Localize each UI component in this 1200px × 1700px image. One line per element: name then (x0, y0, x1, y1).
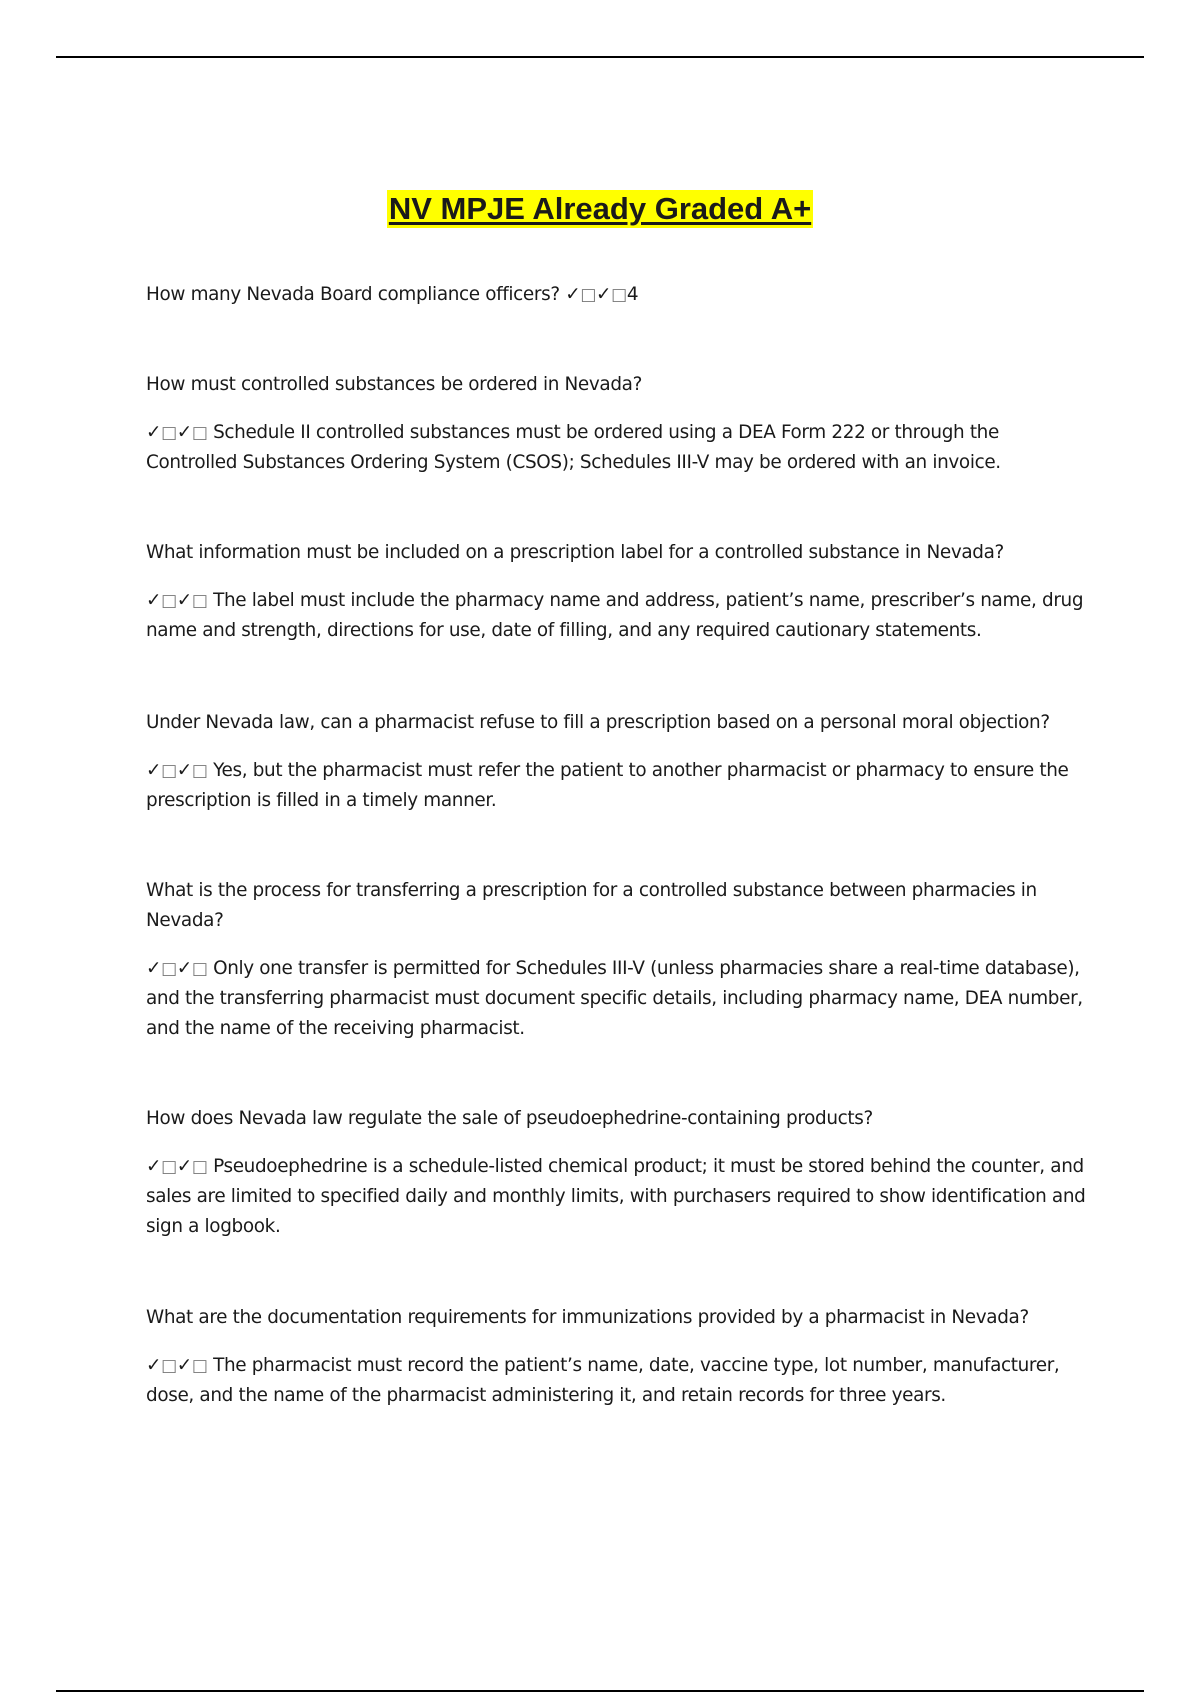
qa-item-3 (146, 538, 1086, 646)
qa-item-6 (146, 1104, 1086, 1242)
top-rule (56, 56, 1144, 58)
check-mark-icon: ✓□✓□ (146, 958, 208, 979)
check-mark-icon: ✓□✓□ (146, 1355, 208, 1376)
question-4: Under Nevada law, can a pharmacist refuse to fill a prescription based on a personal moral objection? (146, 712, 1050, 733)
qa-item-7 (146, 1303, 1086, 1411)
question-2: How must controlled substances be ordered in Nevada? (146, 374, 642, 395)
question-1-text: How many Nevada Board compliance officers? (146, 284, 560, 305)
qa-item-2 (146, 370, 1086, 478)
answer-5 (146, 954, 1086, 1044)
check-mark-icon: ✓□✓□ (146, 760, 208, 781)
question-6: How does Nevada law regulate the sale of pseudoephedrine-containing products? (146, 1108, 873, 1129)
question-1 (146, 280, 1086, 310)
bottom-rule (56, 1690, 1144, 1692)
answer-3 (146, 586, 1086, 646)
answer-6-text: Pseudoephedrine is a schedule-listed chemical product; it must be stored behind the counter, and sales are limited to specified daily and monthly limits, with purchasers required to show identification and sign a logbook. (146, 1156, 1086, 1237)
question-5: What is the process for transferring a prescription for a controlled substance between pharmacies in Nevada? (146, 880, 1037, 931)
check-mark-icon: ✓□✓□ (146, 422, 208, 443)
answer-7 (146, 1351, 1086, 1411)
qa-item-1 (146, 280, 1086, 310)
answer-3-text: The label must include the pharmacy name and address, patient’s name, prescriber’s name, drug name and strength, directions for use, date of filling, and any required cautionary statements. (146, 590, 1084, 641)
answer-7-text: The pharmacist must record the patient’s name, date, vaccine type, lot number, manufacturer, dose, and the name of the pharmacist administering it, and retain records for three years. (146, 1355, 1060, 1406)
answer-2-text: Schedule II controlled substances must be ordered using a DEA Form 222 or through the Controlled Substances Ordering System (CSOS); Schedules III-V may be ordered with an invoice. (146, 422, 1001, 473)
title-container (0, 190, 1200, 228)
check-mark-icon: ✓□✓□ (146, 590, 208, 611)
answer-4-text: Yes, but the pharmacist must refer the patient to another pharmacist or pharmacy to ensure the prescription is filled in a timely manner. (146, 760, 1069, 811)
answer-4 (146, 756, 1086, 816)
check-mark-icon: ✓□✓□ (565, 284, 627, 305)
answer-6 (146, 1152, 1086, 1242)
document-title: NV MPJE Already Graded A+ (388, 191, 812, 226)
qa-item-4 (146, 708, 1086, 816)
qa-item-5 (146, 876, 1086, 1044)
question-3: What information must be included on a prescription label for a controlled substance in Nevada? (146, 542, 1004, 563)
check-mark-icon: ✓□✓□ (146, 1156, 208, 1177)
answer-5-text: Only one transfer is permitted for Schedules III-V (unless pharmacies share a real-time database), and the transferring pharmacist must document specific details, including pharmacy name, DEA number, and the name of the receiving pharmacist. (146, 958, 1083, 1039)
answer-1-text: 4 (626, 284, 639, 305)
answer-2 (146, 418, 1086, 478)
question-7: What are the documentation requirements for immunizations provided by a pharmacist in Nevada? (146, 1307, 1029, 1328)
